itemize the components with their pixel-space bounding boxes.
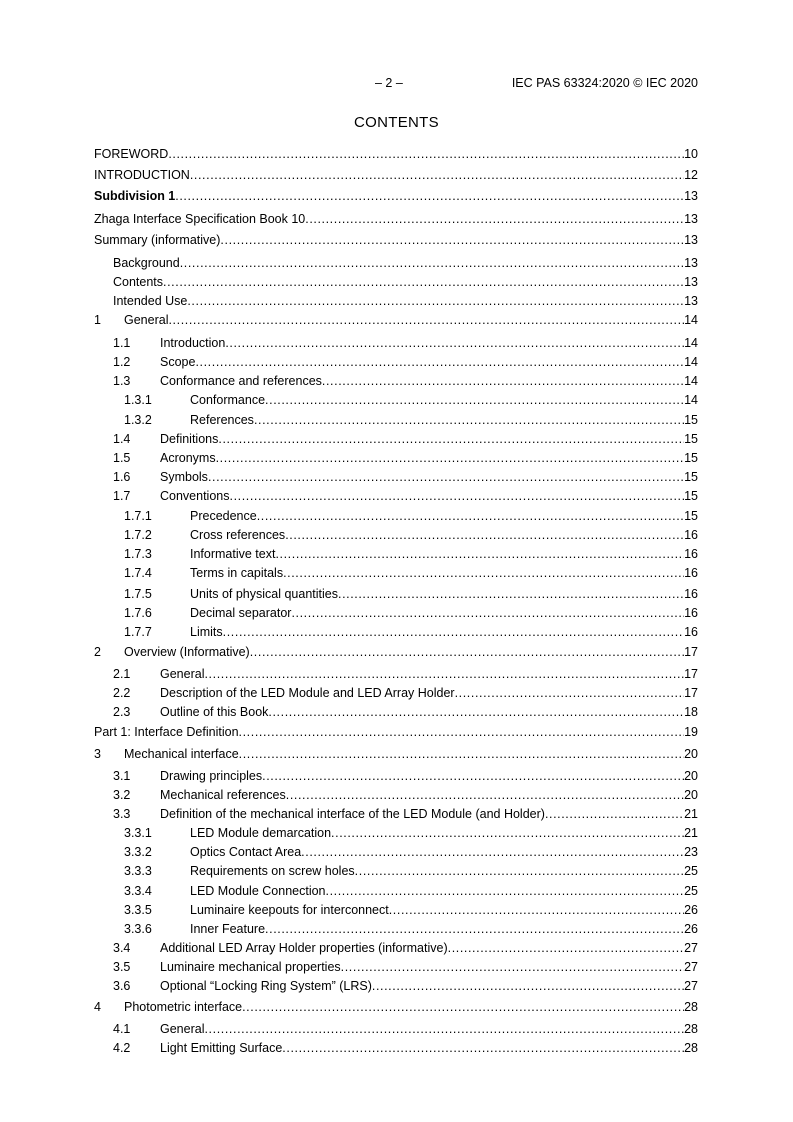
toc-entry[interactable] <box>94 187 698 205</box>
toc-leader-dots <box>389 901 684 919</box>
toc-entry-number: 1.7.7 <box>124 625 152 639</box>
toc-entry-page: 14 <box>684 313 698 327</box>
toc-entry-number: 3.4 <box>113 941 131 955</box>
toc-entry-label: Introduction <box>160 336 226 350</box>
toc-entry-page: 17 <box>684 686 698 700</box>
toc-entry-page: 16 <box>684 547 698 561</box>
toc-entry-number: 3.3.6 <box>124 922 152 936</box>
toc-entry[interactable] <box>94 939 698 957</box>
toc-entry-page: 16 <box>684 606 698 620</box>
toc-entry-number: 1.3.2 <box>124 413 152 427</box>
toc-entry[interactable] <box>94 643 698 661</box>
toc-entry-label: Subdivision 1 <box>94 189 176 203</box>
toc-entry[interactable] <box>94 977 698 995</box>
toc-entry-number: 1.6 <box>113 470 131 484</box>
toc-entry-number: 2.3 <box>113 705 131 719</box>
toc-entry[interactable] <box>94 564 698 582</box>
toc-entry-label: Mechanical references <box>160 788 286 802</box>
toc-entry-label: Informative text <box>190 547 276 561</box>
toc-entry-page: 16 <box>684 625 698 639</box>
toc-leader-dots <box>291 604 684 622</box>
toc-leader-dots <box>372 977 684 995</box>
toc-entry-page: 17 <box>684 667 698 681</box>
toc-entry-page: 13 <box>684 212 698 226</box>
toc-entry-page: 26 <box>684 903 698 917</box>
toc-entry-label: LED Module demarcation <box>190 826 332 840</box>
toc-entry-number: 3.3.1 <box>124 826 152 840</box>
toc-entry-page: 26 <box>684 922 698 936</box>
toc-entry[interactable] <box>94 231 698 249</box>
toc-leader-dots <box>283 564 684 582</box>
toc-entry-number: 3.3.2 <box>124 845 152 859</box>
toc-entry-page: 27 <box>684 941 698 955</box>
toc-leader-dots <box>285 526 684 544</box>
toc-entry-label: Conventions <box>160 489 230 503</box>
toc-entry-number: 3.3.5 <box>124 903 152 917</box>
toc-leader-dots <box>355 862 684 880</box>
toc-leader-dots <box>208 468 684 486</box>
toc-entry[interactable] <box>94 372 698 390</box>
toc-entry[interactable] <box>94 745 698 763</box>
toc-entry-number: 1 <box>94 313 101 327</box>
toc-entry[interactable] <box>94 545 698 563</box>
toc-entry-label: Background <box>113 256 180 270</box>
toc-entry[interactable] <box>94 920 698 938</box>
toc-entry-number: 1.1 <box>113 336 131 350</box>
toc-entry-page: 27 <box>684 979 698 993</box>
toc-entry[interactable] <box>94 391 698 409</box>
toc-entry-number: 2.1 <box>113 667 131 681</box>
toc-entry[interactable] <box>94 311 698 329</box>
toc-leader-dots <box>286 786 684 804</box>
toc-entry-label: Drawing principles <box>160 769 263 783</box>
toc-leader-dots <box>220 231 684 249</box>
toc-entry-number: 1.7.6 <box>124 606 152 620</box>
toc-entry-number: 3.5 <box>113 960 131 974</box>
toc-leader-dots <box>275 545 684 563</box>
toc-entry-page: 25 <box>684 864 698 878</box>
toc-leader-dots <box>218 430 684 448</box>
page-number: – 2 – <box>375 76 403 90</box>
toc-entry[interactable] <box>94 430 698 448</box>
toc-entry-page: 28 <box>684 1000 698 1014</box>
toc-entry-label: Limits <box>190 625 223 639</box>
toc-leader-dots <box>282 1039 684 1057</box>
toc-entry-page: 23 <box>684 845 698 859</box>
toc-leader-dots <box>341 958 684 976</box>
toc-entry-label: Conformance and references <box>160 374 322 388</box>
toc-entry-page: 15 <box>684 489 698 503</box>
toc-entry[interactable] <box>94 684 698 702</box>
toc-entry-label: Definition of the mechanical interface of the LED Module (and Holder) <box>160 807 545 821</box>
toc-entry-label: Contents <box>113 275 164 289</box>
toc-entry[interactable] <box>94 843 698 861</box>
toc-leader-dots <box>250 643 684 661</box>
toc-leader-dots <box>239 745 684 763</box>
toc-entry[interactable] <box>94 145 698 163</box>
toc-entry-page: 18 <box>684 705 698 719</box>
toc-entry-number: 1.7.4 <box>124 566 152 580</box>
toc-leader-dots <box>301 843 684 861</box>
toc-entry[interactable] <box>94 585 698 603</box>
toc-entry-label: Summary (informative) <box>94 233 221 247</box>
toc-entry[interactable] <box>94 862 698 880</box>
toc-leader-dots <box>187 292 684 310</box>
toc-entry[interactable] <box>94 604 698 622</box>
toc-entry-label: Description of the LED Module and LED Array Holder <box>160 686 455 700</box>
toc-entry-label: Units of physical quantities <box>190 587 338 601</box>
toc-entry-page: 28 <box>684 1022 698 1036</box>
toc-leader-dots <box>326 882 685 900</box>
toc-entry[interactable] <box>94 665 698 683</box>
toc-leader-dots <box>175 187 684 205</box>
toc-entry-page: 13 <box>684 275 698 289</box>
toc-entry-page: 13 <box>684 233 698 247</box>
toc-entry-number: 3.3 <box>113 807 131 821</box>
toc-entry[interactable] <box>94 526 698 544</box>
toc-entry[interactable] <box>94 958 698 976</box>
toc-entry-page: 14 <box>684 355 698 369</box>
toc-entry-number: 4 <box>94 1000 101 1014</box>
toc-entry-page: 21 <box>684 807 698 821</box>
toc-entry[interactable] <box>94 723 698 741</box>
toc-entry-label: Cross references <box>190 528 286 542</box>
toc-entry-number: 3.2 <box>113 788 131 802</box>
toc-entry-label: Optics Contact Area <box>190 845 302 859</box>
toc-entry-number: 1.7 <box>113 489 131 503</box>
toc-entry-number: 4.1 <box>113 1022 131 1036</box>
toc-leader-dots <box>204 665 684 683</box>
toc-entry-label: FOREWORD <box>94 147 169 161</box>
toc-entry-label: Overview (Informative) <box>124 645 250 659</box>
toc-entry[interactable] <box>94 166 698 184</box>
toc-entry-label: Requirements on screw holes <box>190 864 355 878</box>
toc-entry-label: INTRODUCTION <box>94 168 190 182</box>
toc-entry-page: 14 <box>684 374 698 388</box>
toc-leader-dots <box>168 145 684 163</box>
toc-entry[interactable] <box>94 273 698 291</box>
toc-entry-page: 27 <box>684 960 698 974</box>
toc-entry-page: 16 <box>684 566 698 580</box>
toc-entry-label: Intended Use <box>113 294 188 308</box>
toc-entry-page: 20 <box>684 747 698 761</box>
toc-entry-number: 3.6 <box>113 979 131 993</box>
toc-entry-number: 3.1 <box>113 769 131 783</box>
toc-leader-dots <box>262 767 684 785</box>
toc-entry[interactable] <box>94 353 698 371</box>
toc-entry-number: 1.7.5 <box>124 587 152 601</box>
toc-entry-page: 20 <box>684 769 698 783</box>
toc-entry[interactable] <box>94 805 698 823</box>
toc-entry-page: 16 <box>684 587 698 601</box>
toc-entry[interactable] <box>94 824 698 842</box>
toc-leader-dots <box>338 585 684 603</box>
toc-entry-page: 15 <box>684 451 698 465</box>
toc-entry-number: 4.2 <box>113 1041 131 1055</box>
toc-leader-dots <box>305 210 684 228</box>
toc-entry-page: 19 <box>684 725 698 739</box>
toc-leader-dots <box>545 805 684 823</box>
toc-entry-page: 15 <box>684 413 698 427</box>
toc-entry-page: 13 <box>684 256 698 270</box>
toc-entry-label: Part 1: Interface Definition <box>94 725 239 739</box>
toc-entry-page: 10 <box>684 147 698 161</box>
toc-entry-page: 14 <box>684 393 698 407</box>
toc-entry-page: 17 <box>684 645 698 659</box>
toc-entry-label: Mechanical interface <box>124 747 239 761</box>
toc-entry-label: Optional “Locking Ring System” (LRS) <box>160 979 372 993</box>
toc-entry-label: LED Module Connection <box>190 884 326 898</box>
toc-entry-label: Zhaga Interface Specification Book 10 <box>94 212 306 226</box>
toc-entry-page: 15 <box>684 509 698 523</box>
toc-entry-label: Acronyms <box>160 451 216 465</box>
toc-entry-page: 16 <box>684 528 698 542</box>
toc-leader-dots <box>455 684 685 702</box>
toc-entry[interactable] <box>94 786 698 804</box>
toc-entry[interactable] <box>94 468 698 486</box>
toc-entry-label: General <box>160 667 205 681</box>
toc-entry-label: General <box>124 313 169 327</box>
toc-entry-page: 14 <box>684 336 698 350</box>
toc-leader-dots <box>180 254 684 272</box>
toc-leader-dots <box>225 334 684 352</box>
toc-entry-label: Additional LED Array Holder properties (informative) <box>160 941 448 955</box>
toc-entry-number: 1.3 <box>113 374 131 388</box>
toc-entry-label: Inner Feature <box>190 922 266 936</box>
toc-entry-page: 12 <box>684 168 698 182</box>
toc-entry-page: 21 <box>684 826 698 840</box>
toc-entry-number: 1.7.3 <box>124 547 152 561</box>
toc-entry-page: 20 <box>684 788 698 802</box>
toc-entry-number: 3.3.4 <box>124 884 152 898</box>
toc-entry-label: Conformance <box>190 393 266 407</box>
toc-leader-dots <box>242 998 684 1016</box>
toc-entry-page: 15 <box>684 470 698 484</box>
toc-entry-page: 15 <box>684 432 698 446</box>
toc-entry-number: 1.5 <box>113 451 131 465</box>
toc-leader-dots <box>168 311 684 329</box>
toc-leader-dots <box>216 449 685 467</box>
page-header <box>0 76 793 92</box>
toc-entry-label: Scope <box>160 355 196 369</box>
toc-entry-label: Symbols <box>160 470 208 484</box>
toc-leader-dots <box>195 353 684 371</box>
toc-entry-label: Definitions <box>160 432 219 446</box>
toc-leader-dots <box>223 623 684 641</box>
toc-entry-page: 25 <box>684 884 698 898</box>
toc-entry-number: 3 <box>94 747 101 761</box>
page-title: CONTENTS <box>354 114 439 131</box>
document-id: IEC PAS 63324:2020 © IEC 2020 <box>511 76 698 90</box>
toc-leader-dots <box>268 703 684 721</box>
toc-leader-dots <box>265 920 684 938</box>
toc-entry-label: Terms in capitals <box>190 566 284 580</box>
toc-entry[interactable] <box>94 487 698 505</box>
toc-entry[interactable] <box>94 1020 698 1038</box>
toc-entry-label: Decimal separator <box>190 606 292 620</box>
toc-entry[interactable] <box>94 210 698 228</box>
toc-entry-number: 2.2 <box>113 686 131 700</box>
toc-entry-label: Outline of this Book <box>160 705 269 719</box>
toc-entry-number: 2 <box>94 645 101 659</box>
toc-leader-dots <box>163 273 684 291</box>
toc-leader-dots <box>254 411 684 429</box>
toc-entry[interactable] <box>94 449 698 467</box>
toc-entry[interactable] <box>94 254 698 272</box>
toc-entry[interactable] <box>94 882 698 900</box>
toc-leader-dots <box>331 824 684 842</box>
toc-entry-label: General <box>160 1022 205 1036</box>
toc-entry[interactable] <box>94 901 698 919</box>
toc-entry-label: Precedence <box>190 509 257 523</box>
toc-entry[interactable] <box>94 411 698 429</box>
toc-entry-label: References <box>190 413 254 427</box>
toc-entry-number: 1.3.1 <box>124 393 152 407</box>
toc-leader-dots <box>204 1020 684 1038</box>
toc-entry-number: 3.3.3 <box>124 864 152 878</box>
toc-entry-number: 1.4 <box>113 432 131 446</box>
toc-entry[interactable] <box>94 623 698 641</box>
toc-entry-number: 1.7.2 <box>124 528 152 542</box>
toc-entry-label: Photometric interface <box>124 1000 243 1014</box>
toc-leader-dots <box>257 507 684 525</box>
toc-leader-dots <box>190 166 684 184</box>
toc-entry[interactable] <box>94 767 698 785</box>
toc-leader-dots <box>322 372 684 390</box>
toc-leader-dots <box>448 939 684 957</box>
toc-entry-page: 13 <box>684 294 698 308</box>
toc-entry[interactable] <box>94 334 698 352</box>
toc-entry-page: 13 <box>684 189 698 203</box>
toc-entry-label: Luminaire mechanical properties <box>160 960 341 974</box>
toc-entry-number: 1.2 <box>113 355 131 369</box>
toc-entry[interactable] <box>94 507 698 525</box>
toc-entry-page: 28 <box>684 1041 698 1055</box>
toc-entry[interactable] <box>94 703 698 721</box>
toc-entry-number: 1.7.1 <box>124 509 152 523</box>
toc-entry-label: Luminaire keepouts for interconnect <box>190 903 389 917</box>
toc-entry[interactable] <box>94 998 698 1016</box>
toc-leader-dots <box>265 391 684 409</box>
toc-leader-dots <box>230 487 685 505</box>
toc-leader-dots <box>239 723 685 741</box>
toc-entry[interactable] <box>94 292 698 310</box>
toc-entry[interactable] <box>94 1039 698 1057</box>
toc-entry-label: Light Emitting Surface <box>160 1041 283 1055</box>
